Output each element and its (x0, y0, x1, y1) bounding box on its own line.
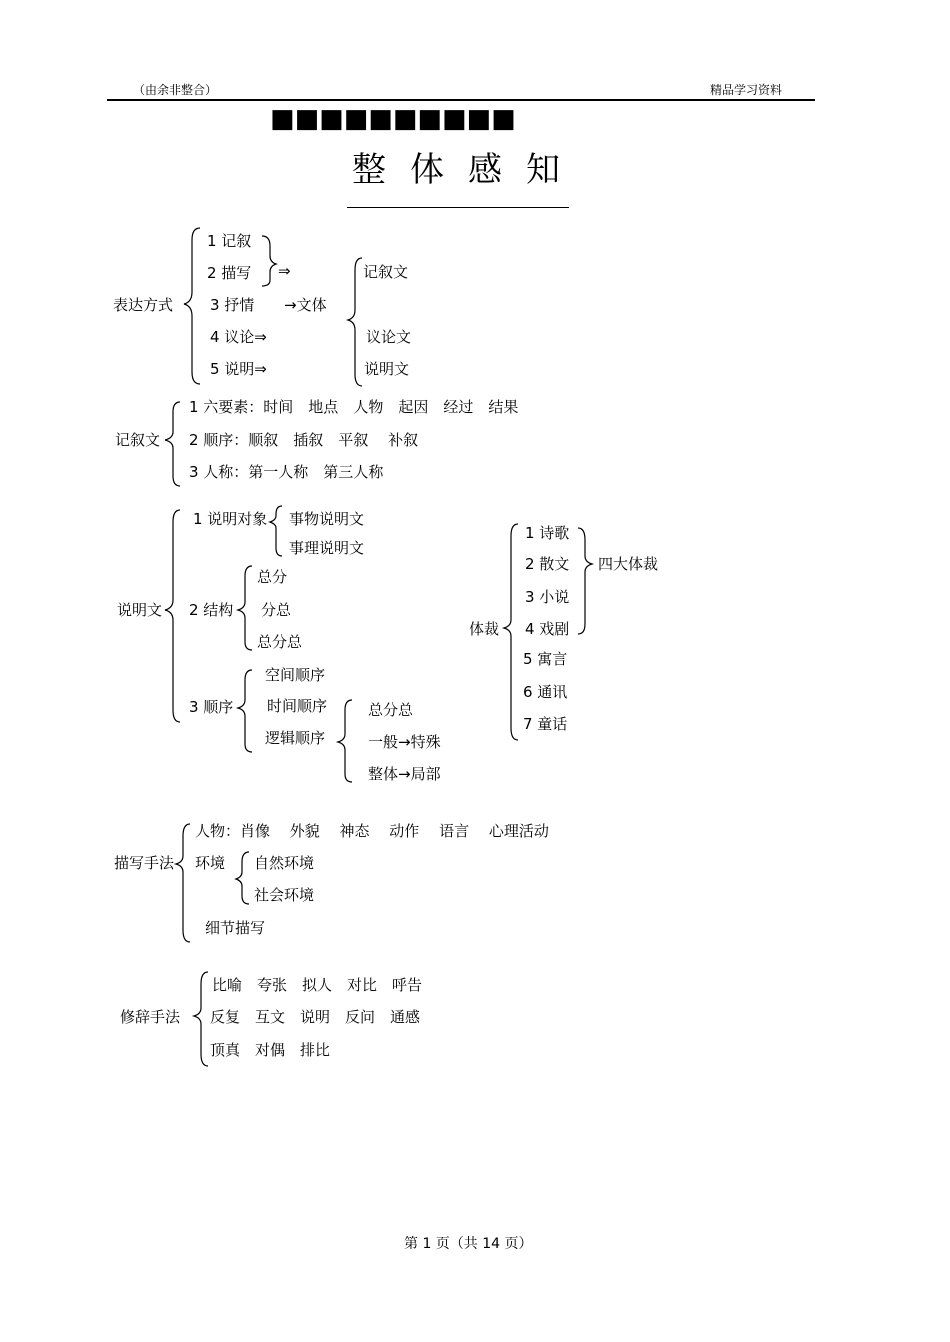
type-shuomingwen: 说明文 (364, 360, 410, 378)
shuoming-jiegou: 2 结构 (189, 601, 234, 619)
brace-jixuwen (165, 402, 180, 486)
xiuci-row-1: 比喻 夸张 拟人 对比 呼告 (212, 976, 423, 994)
jiegou-item-3: 总分总 (257, 633, 303, 651)
brace-ticai (504, 524, 518, 740)
biaoda-item-2: 2 描写 (207, 264, 252, 282)
xiuci-row-3: 顶真 对偶 排比 (210, 1041, 331, 1059)
huanjing-item-1: 自然环境 (254, 854, 315, 872)
brace-miaoxie (176, 824, 190, 942)
type-jixuwen: 记叙文 (363, 263, 409, 281)
ticai-item-3: 3 小说 (525, 588, 570, 606)
brace-huanjing (236, 852, 249, 904)
shuoming-shunxu: 3 顺序 (189, 698, 234, 716)
ticai-item-6: 6 通讯 (523, 683, 568, 701)
shunxu-item-1: 空间顺序 (265, 666, 326, 684)
brace-jixu-miaoxie (262, 236, 276, 286)
brace-sida (578, 528, 592, 634)
xiuci-label: 修辞手法 (120, 1008, 181, 1026)
page-footer: 第 1 页（共 14 页） (404, 1236, 533, 1252)
brace-jiegou (238, 566, 252, 650)
brace-duixiang (270, 506, 282, 556)
shunxu-item-3: 逻辑顺序 (265, 729, 326, 747)
jiegou-item-1: 总分 (257, 568, 288, 586)
jiegou-item-2: 分总 (261, 601, 292, 619)
shuoming-label: 说明文 (117, 601, 163, 619)
duixiang-item-1: 事物说明文 (289, 510, 365, 528)
brace-shuomingwen (165, 510, 180, 722)
biaoda-item-3: 3 抒情 (210, 296, 255, 314)
ticai-item-5: 5 寓言 (523, 650, 568, 668)
jixu-item-3: 3 人称：第一人称 第三人称 (189, 463, 384, 481)
brace-biaoda (184, 228, 200, 384)
miaoxie-renwu: 人物：肖像 外貌 神态 动作 语言 心理活动 (195, 822, 549, 840)
miaoxie-xijie: 细节描写 (205, 919, 266, 937)
biaoda-item-1: 1 记叙 (207, 232, 252, 250)
luoji-item-2: 一般→特殊 (368, 733, 441, 751)
ticai-item-4: 4 戏剧 (525, 620, 570, 638)
duixiang-item-2: 事理说明文 (289, 539, 365, 557)
luoji-item-3: 整体→局部 (368, 765, 441, 783)
biaoda-wenti: →文体 (284, 296, 327, 314)
ticai-group: 四大体裁 (598, 555, 659, 573)
brace-types (348, 258, 362, 386)
shuoming-duixiang: 1 说明对象 (193, 510, 268, 528)
luoji-item-1: 总分总 (368, 701, 414, 719)
title-placeholder: ■■■■■■■■■■ (270, 104, 516, 134)
biaoda-label: 表达方式 (113, 296, 174, 314)
ticai-label: 体裁 (469, 620, 500, 638)
brace-xiuci (194, 972, 208, 1066)
shunxu-item-2: 时间顺序 (267, 697, 328, 715)
jixu-item-1: 1 六要素：时间 地点 人物 起因 经过 结果 (189, 398, 519, 416)
xiuci-row-2: 反复 互文 说明 反问 通感 (210, 1008, 421, 1026)
miaoxie-huanjing: 环境 (195, 854, 226, 872)
page-title: 整体感知 (352, 150, 584, 190)
biaoda-item-4: 4 议论⇒ (210, 328, 267, 346)
ticai-item-1: 1 诗歌 (525, 524, 570, 542)
jixu-label: 记叙文 (115, 431, 161, 449)
header-right: 精品学习资料 (710, 83, 783, 97)
jixu-item-2: 2 顺序：顺叙 插叙 平叙 补叙 (189, 431, 419, 449)
miaoxie-label: 描写手法 (114, 854, 175, 872)
brace-shunxu (238, 670, 252, 752)
type-yilunwen: 议论文 (366, 328, 412, 346)
ticai-item-2: 2 散文 (525, 555, 570, 573)
biaoda-arrow: ⇒ (278, 262, 291, 280)
ticai-item-7: 7 童话 (523, 715, 568, 733)
header-left: （由余非整合） (133, 83, 218, 97)
biaoda-item-5: 5 说明⇒ (210, 360, 267, 378)
brace-luoji (338, 700, 352, 782)
huanjing-item-2: 社会环境 (254, 886, 315, 904)
